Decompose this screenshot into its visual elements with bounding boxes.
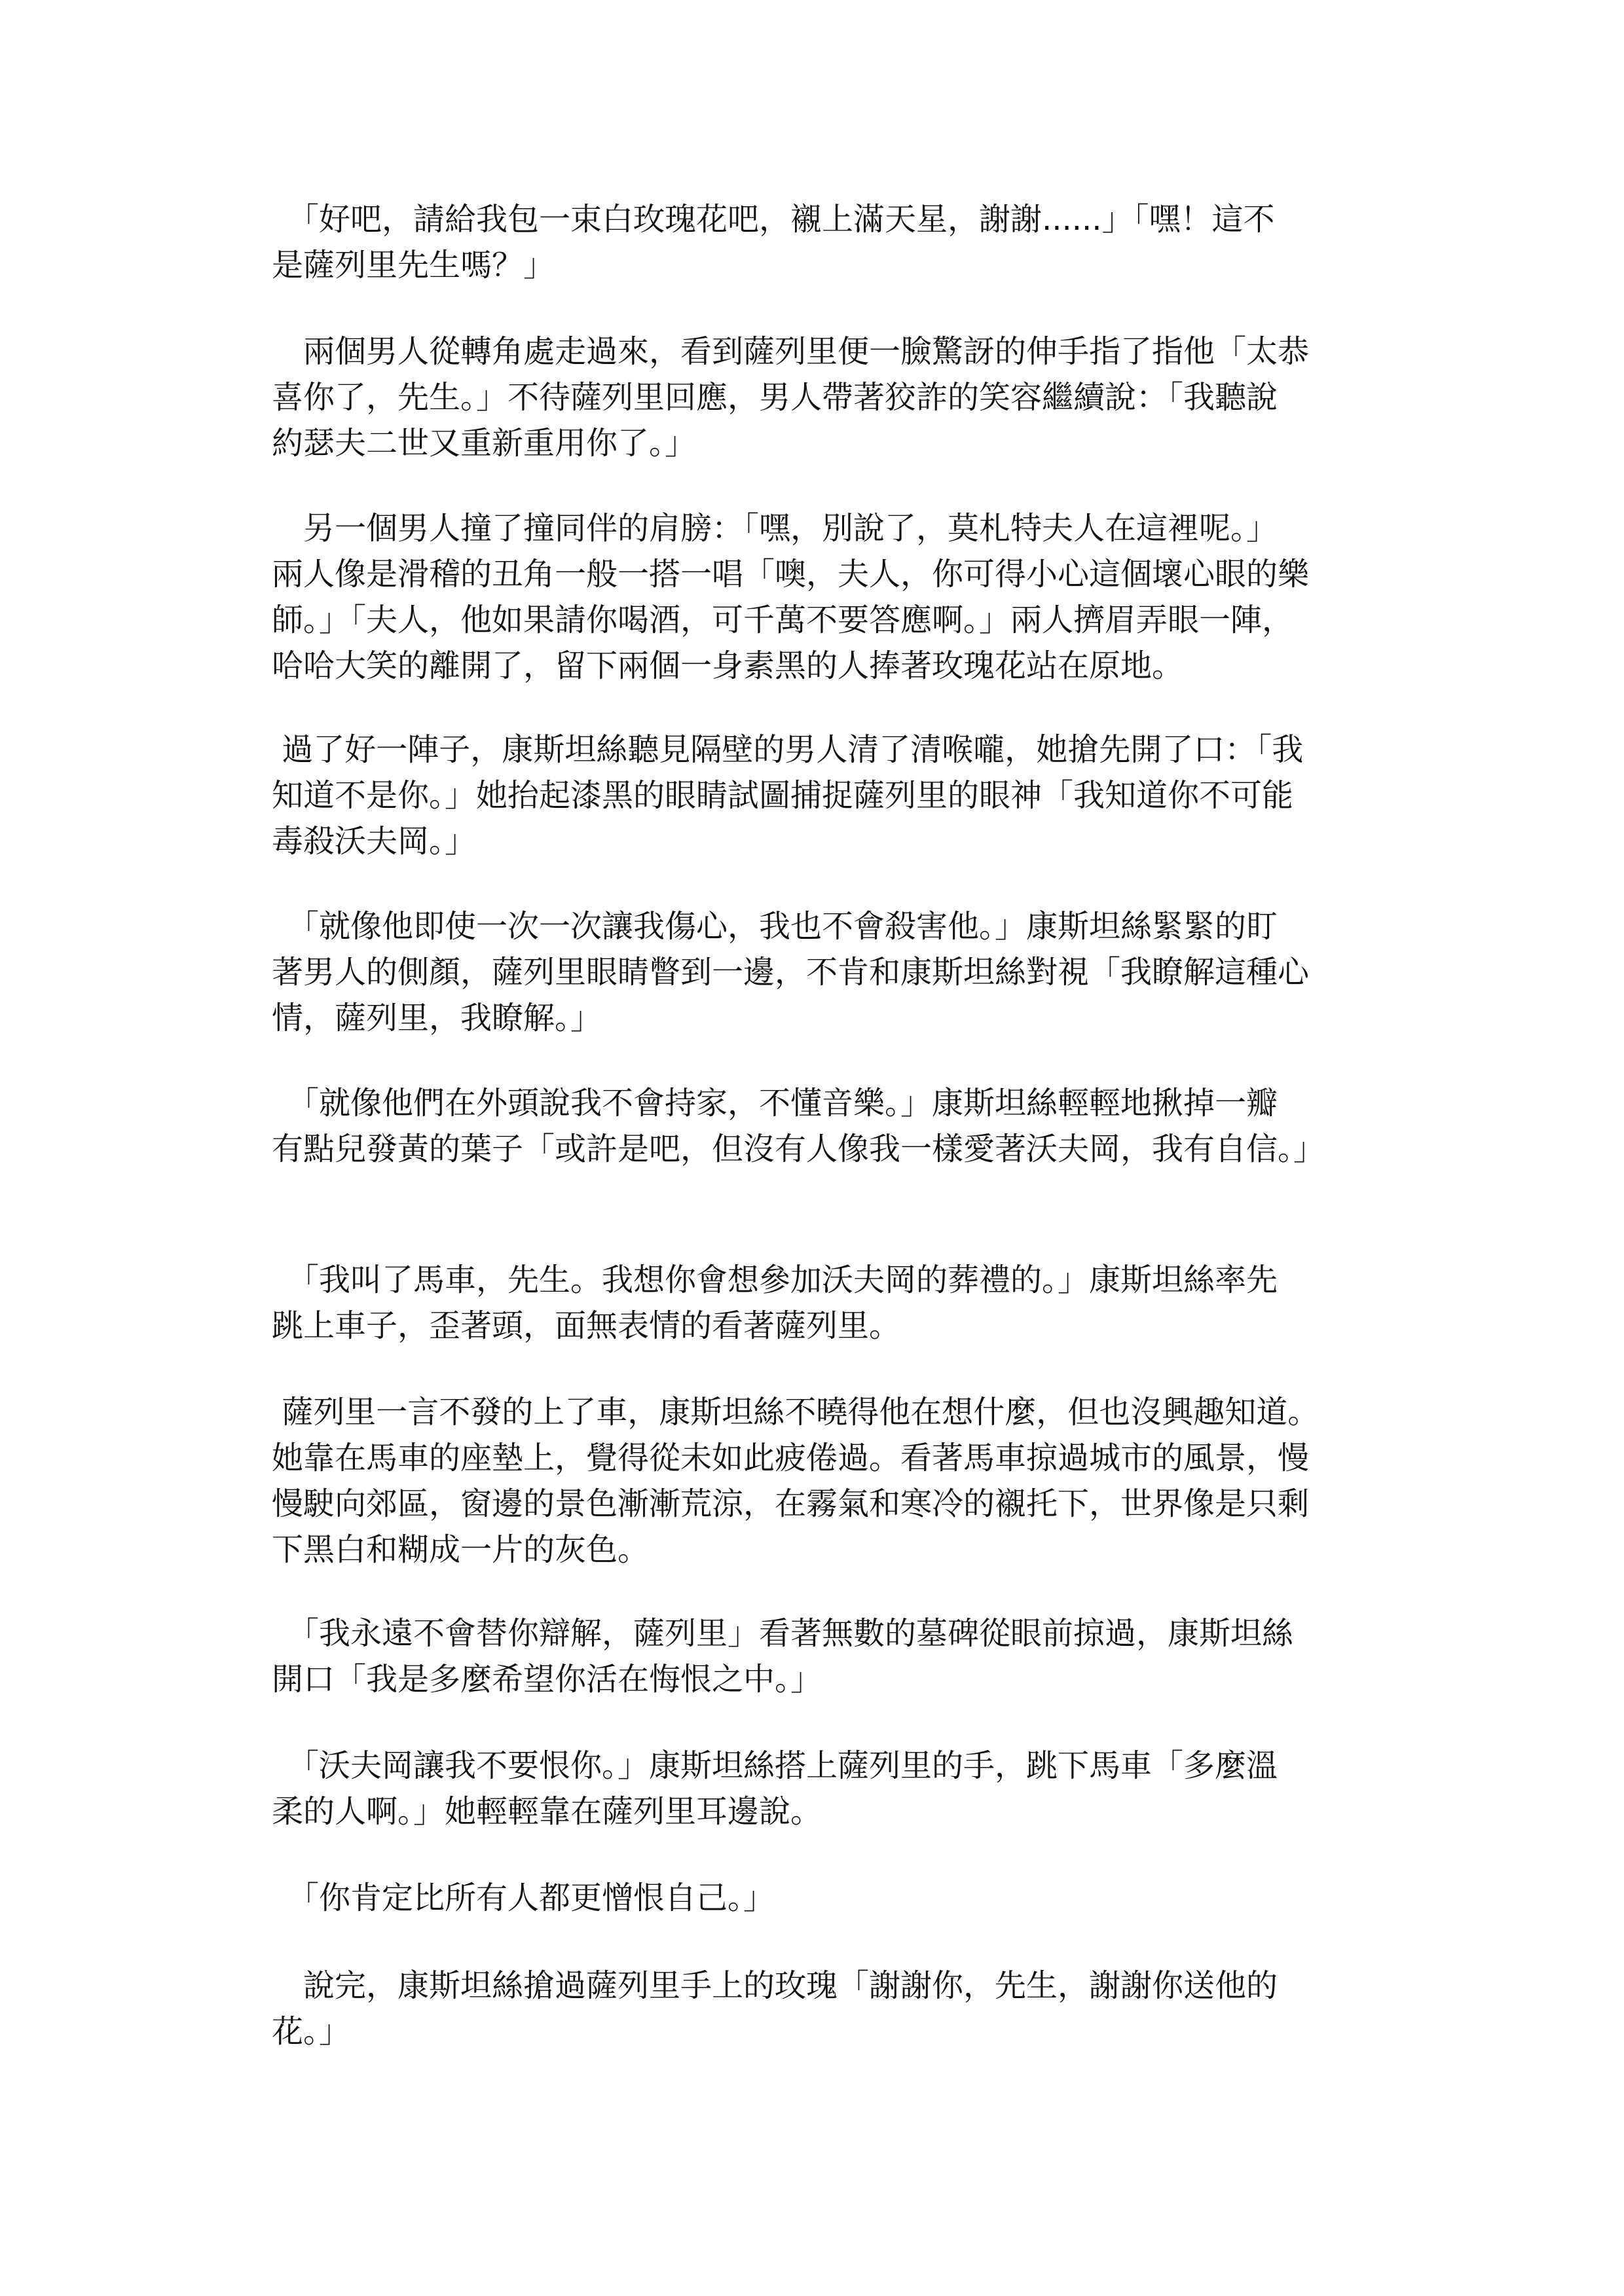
paragraph-10: 「沃夫岡讓我不要恨你。」康斯坦絲搭上薩列里的手，跳下馬車「多麼溫 柔的人啊。」她輕輕靠在薩列里耳邊說。 — [272, 1747, 1278, 1830]
paragraph-9: 「我永遠不會替你辯解，薩列里」看著無數的墓碑從眼前掠過，康斯坦絲 開口「我是多麼希望你活在悔恨之中。」 — [272, 1615, 1294, 1698]
paragraph-1: 「好吧，請給我包一束白玫瑰花吧，襯上滿天星，謝謝......」「嘿！這不 是薩列里先生嗎？」 — [272, 201, 1275, 283]
paragraph-8: 薩列里一言不發的上了車，康斯坦絲不曉得他在想什麼，但也沒興趣知道。 她靠在馬車的座墊上，覺得從未如此疲倦過。看著馬車掠過城市的風景，慢 慢駛向郊區，窗邊的景色漸漸荒涼，在霧氣和寒冷的襯托下，世界像是只剩 下黑白和糊成一片的灰色。 — [272, 1394, 1320, 1568]
paragraph-2: 兩個男人從轉角處走過來，看到薩列里便一臉驚訝的伸手指了指他「太恭 喜你了，先生。」不待薩列里回應，男人帶著狡詐的笑容繼續說：「我聽說 約瑟夫二世又重新重用你了。」 — [272, 333, 1310, 462]
paragraph-5: 「就像他即使一次一次讓我傷心，我也不會殺害他。」康斯坦絲緊緊的盯 著男人的側顏，薩列里眼睛瞥到一邊，不肯和康斯坦絲對視「我瞭解這種心 情，薩列里，我瞭解。」 — [272, 908, 1310, 1036]
paragraph-7: 「我叫了馬車，先生。我想你會想參加沃夫岡的葬禮的。」康斯坦絲率先 跳上車子，歪著頭，面無表情的看著薩列里。 — [272, 1262, 1278, 1344]
paragraph-3: 另一個男人撞了撞同伴的肩膀：「嘿，別說了，莫札特夫人在這裡呢。」 兩人像是滑稽的丑角一般一搭一唱「噢，夫人，你可得小心這個壞心眼的樂 師。」「夫人，他如果請你喝酒，可千萬不要答應啊。」兩人擠眉弄眼一陣， 哈哈大笑的離開了，留下兩個一身素黑的人捧著玫瑰花站在原地。 — [272, 510, 1310, 684]
paragraph-12: 說完，康斯坦絲搶過薩列里手上的玫瑰「謝謝你，先生，謝謝你送他的 花。」 — [272, 1967, 1278, 2050]
paragraph-11: 「你肯定比所有人都更憎恨自己。」 — [272, 1880, 775, 1916]
paragraph-4: 過了好一陣子，康斯坦絲聽見隔壁的男人清了清喉嚨，她搶先開了口：「我 知道不是你。」她抬起漆黑的眼睛試圖捕捉薩列里的眼神「我知道你不可能 毒殺沃夫岡。」 — [272, 731, 1304, 860]
paragraph-6: 「就像他們在外頭說我不會持家，不懂音樂。」康斯坦絲輕輕地揪掉一瓣 有點兒發黃的葉子「或許是吧，但沒有人像我一樣愛著沃夫岡，我有自信。」 — [272, 1085, 1325, 1167]
